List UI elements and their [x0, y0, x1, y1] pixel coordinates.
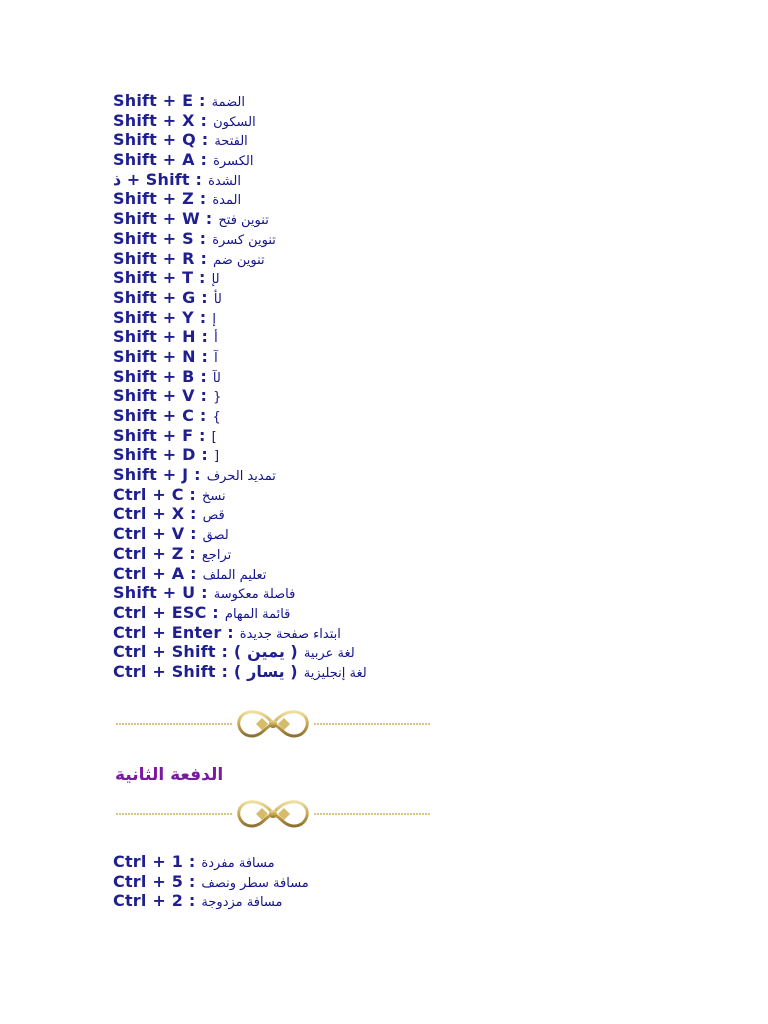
shortcut-line: [113, 485, 673, 505]
shortcut-description: لغة إنجليزية: [303, 665, 367, 681]
shortcut-keys: Ctrl + C :: [113, 484, 197, 504]
shortcut-keys: Shift + T :: [113, 268, 206, 288]
shortcut-keys: Ctrl + Enter :: [113, 622, 234, 642]
shortcut-keys: Shift + F :: [113, 425, 206, 445]
shortcut-keys: Shift + B :: [113, 366, 207, 386]
shortcut-description: السكون: [213, 114, 256, 130]
shortcut-keys: Shift + S :: [113, 228, 207, 248]
shortcut-keys: Ctrl + 1 :: [113, 852, 196, 871]
shortcut-description: تنوين كسرة: [212, 232, 276, 248]
ornamental-divider-icon: [116, 794, 430, 834]
shortcut-line: [113, 465, 673, 485]
shortcut-keys: Shift + G :: [113, 287, 208, 307]
shortcut-line: [113, 150, 673, 170]
shortcut-line: [113, 872, 673, 892]
shortcut-description: الضمة: [211, 95, 245, 110]
shortcut-description: قائمة المهام: [224, 606, 291, 622]
shortcut-line: [113, 426, 673, 446]
shortcut-description: آ: [214, 350, 218, 366]
shortcut-description: نسخ: [202, 488, 226, 504]
shortcut-keys: Shift + N :: [113, 346, 209, 366]
shortcut-keys: Shift + U :: [113, 583, 208, 603]
shortcut-line: [113, 564, 673, 584]
shortcut-line: [113, 249, 673, 269]
shortcut-description: تراجع: [201, 547, 232, 563]
shortcut-description: مسافة مزدوجة: [201, 895, 283, 911]
shortcut-keys: Shift + J :: [113, 465, 201, 485]
shortcut-description: لصق: [202, 528, 229, 544]
shortcut-line: [113, 504, 673, 524]
shortcut-line: [113, 91, 673, 111]
shortcut-line: [113, 229, 673, 249]
shortcut-line: [113, 189, 673, 209]
shortcut-line: [113, 445, 673, 465]
shortcut-keys: Shift + W :: [113, 209, 213, 229]
shortcut-description: المدة: [212, 193, 242, 209]
shortcut-description: فاصلة معكوسة: [213, 587, 296, 603]
shortcut-description: تنوين ضم: [213, 252, 265, 268]
shortcut-keys: ذ + Shift :: [113, 169, 203, 189]
shortcut-description: إ: [212, 311, 216, 327]
shortcut-keys: Ctrl + Shift : ( يمين ): [113, 642, 298, 662]
shortcut-description: ابتداء صفحة جديدة: [239, 626, 341, 642]
shortcut-description: }: [212, 410, 221, 425]
shortcut-line: [113, 288, 673, 308]
shortcut-line: [113, 386, 673, 406]
section-heading-second-batch: الدفعة الثانية: [115, 765, 224, 785]
shortcut-description: لأ: [213, 291, 222, 307]
shortcut-line: [113, 268, 673, 288]
shortcut-line: [113, 623, 673, 643]
shortcut-keys: Ctrl + ESC :: [113, 602, 219, 622]
shortcut-line: [113, 308, 673, 328]
shortcut-keys: Shift + E :: [113, 91, 206, 110]
shortcut-keys: Shift + Y :: [113, 307, 207, 327]
shortcut-line: [113, 111, 673, 131]
shortcut-keys: Ctrl + X :: [113, 504, 197, 524]
shortcut-description: تعليم الملف: [202, 567, 267, 583]
shortcut-keys: Shift + Z :: [113, 189, 207, 209]
shortcut-description: مسافة مفردة: [201, 856, 275, 871]
shortcut-line: [113, 603, 673, 623]
shortcut-keys: Ctrl + V :: [113, 524, 197, 544]
shortcut-description: مسافة سطر ونصف: [201, 875, 309, 891]
shortcut-line: [113, 524, 673, 544]
shortcut-description: الكسرة: [213, 154, 254, 170]
shortcut-description: الشدة: [208, 173, 241, 189]
shortcut-keys: Shift + X :: [113, 110, 208, 130]
shortcut-description: لغة عربية: [303, 646, 355, 662]
shortcut-line: [113, 662, 673, 682]
shortcut-keys: Ctrl + Z :: [113, 543, 196, 563]
shortcut-line: [113, 130, 673, 150]
shortcut-keys: Shift + V :: [113, 386, 208, 406]
shortcut-line: [113, 170, 673, 190]
shortcut-description: تنوين فتح: [218, 213, 269, 229]
shortcut-description: لآ: [212, 370, 221, 386]
shortcut-keys: Shift + D :: [113, 445, 209, 465]
shortcut-keys: Shift + R :: [113, 248, 208, 268]
shortcut-keys: Shift + A :: [113, 150, 208, 170]
shortcut-line: [113, 327, 673, 347]
shortcut-description: الفتحة: [214, 134, 248, 150]
shortcut-description: [: [214, 449, 220, 465]
shortcut-description: {: [213, 390, 222, 406]
ornamental-divider-icon: [116, 704, 430, 744]
shortcut-keys: Ctrl + Shift : ( يسار ): [113, 661, 298, 681]
shortcut-keys: Ctrl + 2 :: [113, 891, 196, 911]
shortcut-description: لإ: [211, 272, 220, 288]
shortcut-keys: Shift + C :: [113, 406, 207, 425]
shortcut-description: قص: [202, 508, 225, 524]
shortcut-line: [113, 642, 673, 662]
shortcut-line: [113, 852, 673, 872]
shortcut-description: ]: [211, 429, 217, 445]
shortcut-line: [113, 544, 673, 564]
shortcut-line: [113, 347, 673, 367]
shortcut-keys: Shift + Q :: [113, 130, 209, 150]
shortcut-line: [113, 367, 673, 387]
shortcut-keys: Ctrl + 5 :: [113, 871, 196, 891]
shortcut-line: [113, 583, 673, 603]
shortcut-list-batch-2: [113, 852, 673, 911]
shortcut-keys: Shift + H :: [113, 327, 209, 347]
shortcut-line: [113, 891, 673, 911]
shortcut-description: أ: [214, 331, 218, 347]
shortcut-list-batch-1: [113, 91, 673, 682]
shortcut-keys: Ctrl + A :: [113, 563, 197, 583]
shortcut-description: تمديد الحرف: [206, 469, 276, 485]
shortcut-line: [113, 209, 673, 229]
shortcut-line: [113, 406, 673, 426]
